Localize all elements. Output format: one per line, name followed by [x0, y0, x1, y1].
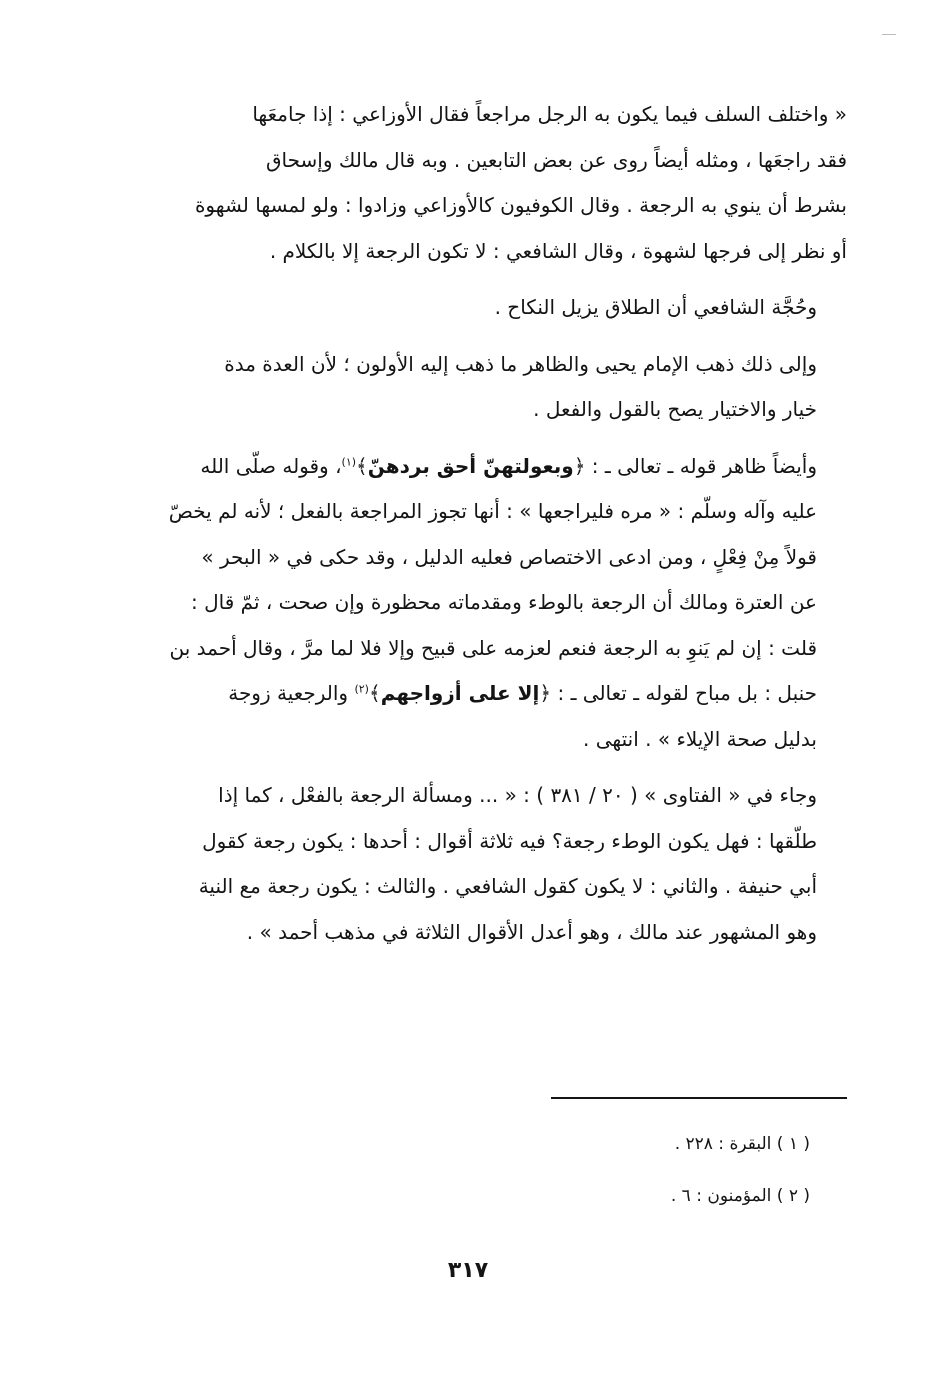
text-line: خيار والاختيار يصح بالقول والفعل .: [533, 397, 817, 421]
text-run: ، وقوله صلّى الله: [200, 453, 342, 478]
text-line: وهو المشهور عند مالك ، وهو أعدل الأقوال الثلاثة في مذهب أحمد » .: [246, 919, 817, 944]
paragraph-3: [85, 342, 847, 433]
footnote-divider: [551, 1097, 847, 1099]
text-line: أبي حنيفة . والثاني : لا يكون كقول الشافعي . والثالث : يكون رجعة مع النية: [198, 874, 817, 898]
text-line: قولاً مِنْ فِعْلٍ ، ومن ادعى الاختصاص فعليه الدليل ، وقد حكى في « البحر »: [201, 544, 817, 569]
text-line: بدليل صحة الإيلاء » . انتهى .: [583, 726, 817, 751]
text-line: عن العترة ومالك أن الرجعة بالوطء ومقدماته محظورة وإن صحت ، ثمّ قال :: [191, 590, 817, 614]
text-line: عليه وآله وسلّم : « مره فليراجعها » : أنها تجوز المراجعة بالفعل ؛ لأنه لم يخصّ: [168, 499, 817, 523]
text-line: وحُجَّة الشافعي أن الطلاق يزيل النكاح .: [494, 295, 817, 319]
quran-verse: وبعولتهنّ أحق بردهنّ: [367, 453, 574, 478]
text-line: طلّقها : فهل يكون الوطء رجعة؟ فيه ثلاثة أقوال : أحدها : يكون رجعة كقول: [202, 828, 817, 853]
footnote-item: ( ٢ ) المؤمنون : ٦ .: [670, 1186, 810, 1206]
text-line: فقد راجعَها ، ومثله أيضاً روى عن بعض التابعين . وبه قال مالك وإسحاق: [266, 147, 847, 172]
text-line: وجاء في « الفتاوى » ( ٢٠ / ٣٨١ ) : « ... ومسألة الرجعة بالفعْل ، كما إذا: [218, 783, 817, 807]
paragraph-1: [85, 92, 847, 274]
paragraph-2: [85, 285, 847, 331]
paragraph-4: [85, 444, 847, 763]
scan-mark: [882, 34, 896, 35]
text-line: [85, 671, 847, 717]
text-line: [85, 444, 847, 490]
text-run: والرجعية زوجة: [228, 681, 349, 705]
footnote-ref: (٢): [354, 682, 369, 696]
footnote-item: ( ١ ) البقرة : ٢٢٨ .: [674, 1134, 810, 1154]
text-line: أو نظر إلى فرجها لشهوة ، وقال الشافعي : لا تكون الرجعة إلا بالكلام .: [269, 238, 847, 263]
text-line: « واختلف السلف فيما يكون به الرجل مراجعاً فقال الأوزاعي : إذا جامعَها: [252, 102, 847, 126]
page-body: [85, 92, 847, 955]
quran-verse: إلا على أزواجهم: [380, 681, 540, 705]
text-run: ﴾: [368, 681, 381, 705]
text-run: وأيضاً ظاهر قوله ـ تعالى ـ : ﴿: [573, 453, 817, 478]
text-line: قلت : إن لم يَنوِ به الرجعة فنعم لعزمه على قبيح وإلا فلا لما مرَّ ، وقال أحمد بن: [169, 635, 817, 660]
text-run: ﴾: [356, 453, 368, 478]
footnotes: [671, 1118, 810, 1222]
page-number: ٣١٧: [447, 1258, 489, 1283]
paragraph-5: [85, 773, 847, 955]
text-run: حنبل : بل مباح لقوله ـ تعالى ـ : ﴿: [539, 681, 817, 705]
text-line: وإلى ذلك ذهب الإمام يحيى والظاهر ما ذهب إليه الأولون ؛ لأن العدة مدة: [224, 351, 817, 376]
footnote-ref: (١): [341, 454, 357, 468]
text-line: بشرط أن ينوي به الرجعة . وقال الكوفيون كالأوزاعي وزادوا : ولو لمسها لشهوة: [194, 193, 847, 217]
